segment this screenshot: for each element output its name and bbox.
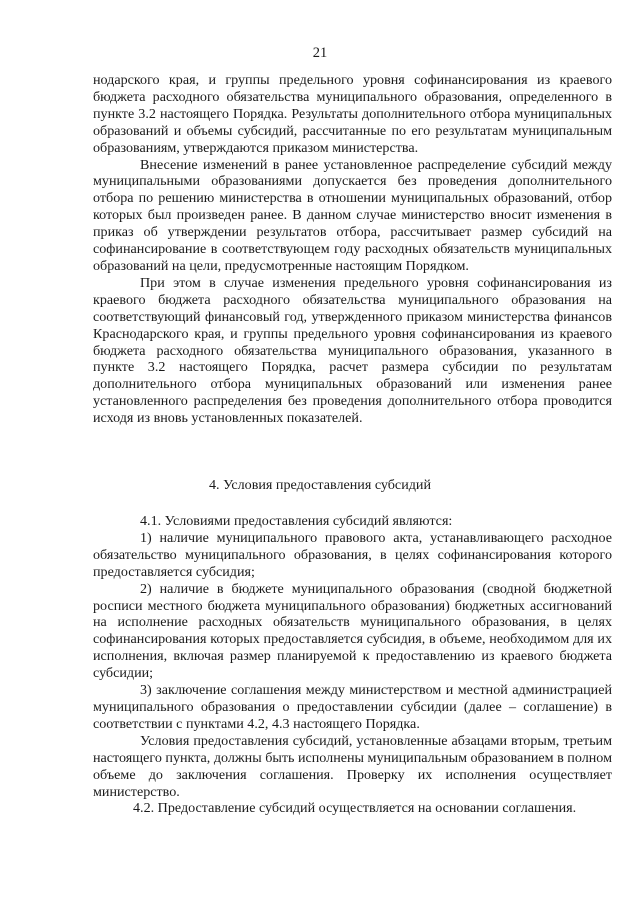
list-item-3: 3) заключение соглашения между министерством и местной администрацией муниципального образования о предоставлении субсидии (далее – соглашение) в соответствии с пунктами 4.2, 4.3 настоящего Порядка. [93, 682, 612, 732]
text-block-lower [93, 513, 612, 817]
list-item-1: 1) наличие муниципального правового акта, устанавливающего расходное обязательство муниципального образования, в целях софинансирования которого предоставляется субсидия; [93, 529, 612, 580]
paragraph-cofinancing-change: При этом в случае изменения предельного уровня софинансирования из краевого бюджета расходного обязательства муниципального образования на соответствующий финансовый год, утвержденного приказом министерства финансов Краснодарского края, и группы предельного уровня софинансирования из краевого бюджета расходного обязательства муниципального образования, указанного в пункте 3.2 настоящего Порядка, расчет размера субсидии по результатам дополнительного отбора муниципальных образований или изменения ранее установленного распределения без проведения дополнительного отбора проводится исходя из вновь установленных показателей. [93, 274, 612, 427]
page-number: 21 [312, 45, 328, 61]
paragraph-4-1: 4.1. Условиями предоставления субсидий являются: [140, 513, 453, 529]
paragraph-continuation: нодарского края, и группы предельного уровня софинансирования из краевого бюджета расходного обязательства муниципального образования, определенного в пункте 3.2 настоящего Порядка. Результаты дополнительного отбора муниципальных образований и объемы субсидий, рассчитанные по его результатам муниципальным образованиям, утверждаются приказом министерства. [93, 72, 612, 156]
paragraph-conditions: Условия предоставления субсидий, установленные абзацами вторым, третьим настоящего пункта, должны быть исполнены муниципальным образованием в полном объеме до заключения соглашения. Проверку их исполнения осуществляет министерство. [93, 732, 612, 800]
text-block-upper [93, 72, 612, 427]
list-item-2: 2) наличие в бюджете муниципального образования (сводной бюджетной росписи местного бюджета муниципального образования) бюджетных ассигнований на исполнение расходных обязательств муниципального образования, в целях софинансирования которых предоставляется субсидия, в объеме, необходимом для их исполнения, включая размер планируемой к предоставлению из краевого бюджета субсидии; [93, 580, 612, 682]
paragraph-redistribution: Внесение изменений в ранее установленное распределение субсидий между муниципальными образованиями допускается без проведения дополнительного отбора по решению министерства в отношении муниципальных образований, отбор которых был произведен ранее. В данном случае министерство вносит изменения в приказ об утверждении результатов отбора, рассчитывает размер субсидий на софинансирование в соответствующем году расходных обязательств муниципальных образований на цели, предусмотренные настоящим Порядком. [93, 156, 612, 274]
section-heading: 4. Условия предоставления субсидий [209, 477, 431, 493]
paragraph-4-2: 4.2. Предоставление субсидий осуществляется на основании соглашения. [133, 800, 577, 817]
